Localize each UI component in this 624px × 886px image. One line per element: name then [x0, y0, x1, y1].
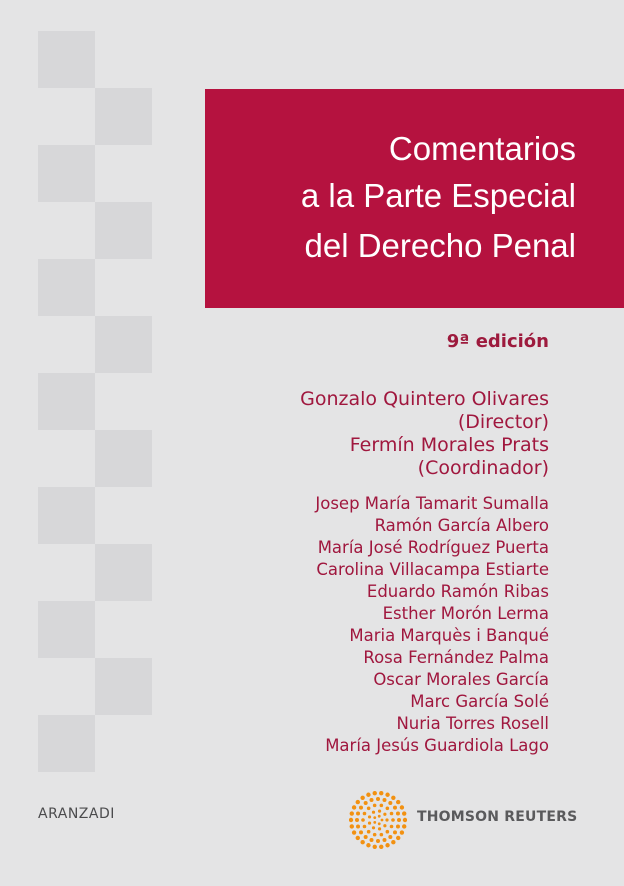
author-name: Rosa Fernández Palma [363, 648, 549, 667]
thomson-reuters-dot-logo-icon [349, 791, 407, 849]
edition-label: 9ª edición [446, 331, 549, 352]
author-name: Nuria Torres Rosell [396, 714, 549, 733]
checker-square [38, 31, 95, 88]
coordinator-role: (Coordinador) [417, 457, 549, 479]
checker-square [38, 715, 95, 772]
publisher-name: ARANZADI [38, 806, 115, 822]
director-name: Gonzalo Quintero Olivares [300, 388, 549, 410]
director-role: (Director) [457, 411, 549, 433]
author-name: Esther Morón Lerma [382, 604, 549, 623]
author-name: María Jesús Guardiola Lago [325, 736, 549, 755]
checker-square [95, 658, 152, 715]
checker-square [38, 601, 95, 658]
checker-square [95, 544, 152, 601]
author-name: Eduardo Ramón Ribas [366, 582, 549, 601]
checker-square [38, 145, 95, 202]
checker-square [95, 202, 152, 259]
thomson-reuters-name: THOMSON REUTERS [417, 809, 578, 825]
author-name: Ramón García Albero [374, 516, 549, 535]
author-name: Josep María Tamarit Sumalla [315, 494, 549, 513]
checker-square [95, 430, 152, 487]
checker-square [95, 316, 152, 373]
coordinator-name: Fermín Morales Prats [349, 434, 549, 456]
title-line-3: del Derecho Penal [304, 227, 576, 264]
checker-square [38, 487, 95, 544]
checker-square [38, 373, 95, 430]
author-name: María José Rodríguez Puerta [317, 538, 549, 557]
author-name: Carolina Villacampa Estiarte [316, 560, 549, 579]
title-line-1: Comentarios [388, 130, 576, 167]
author-name: Marc García Solé [410, 692, 549, 711]
title-box [205, 89, 624, 308]
author-name: Maria Marquès i Banqué [349, 626, 549, 645]
title-line-2: a la Parte Especial [300, 177, 576, 214]
checker-square [95, 88, 152, 145]
author-name: Oscar Morales García [373, 670, 549, 689]
checker-square [38, 259, 95, 316]
